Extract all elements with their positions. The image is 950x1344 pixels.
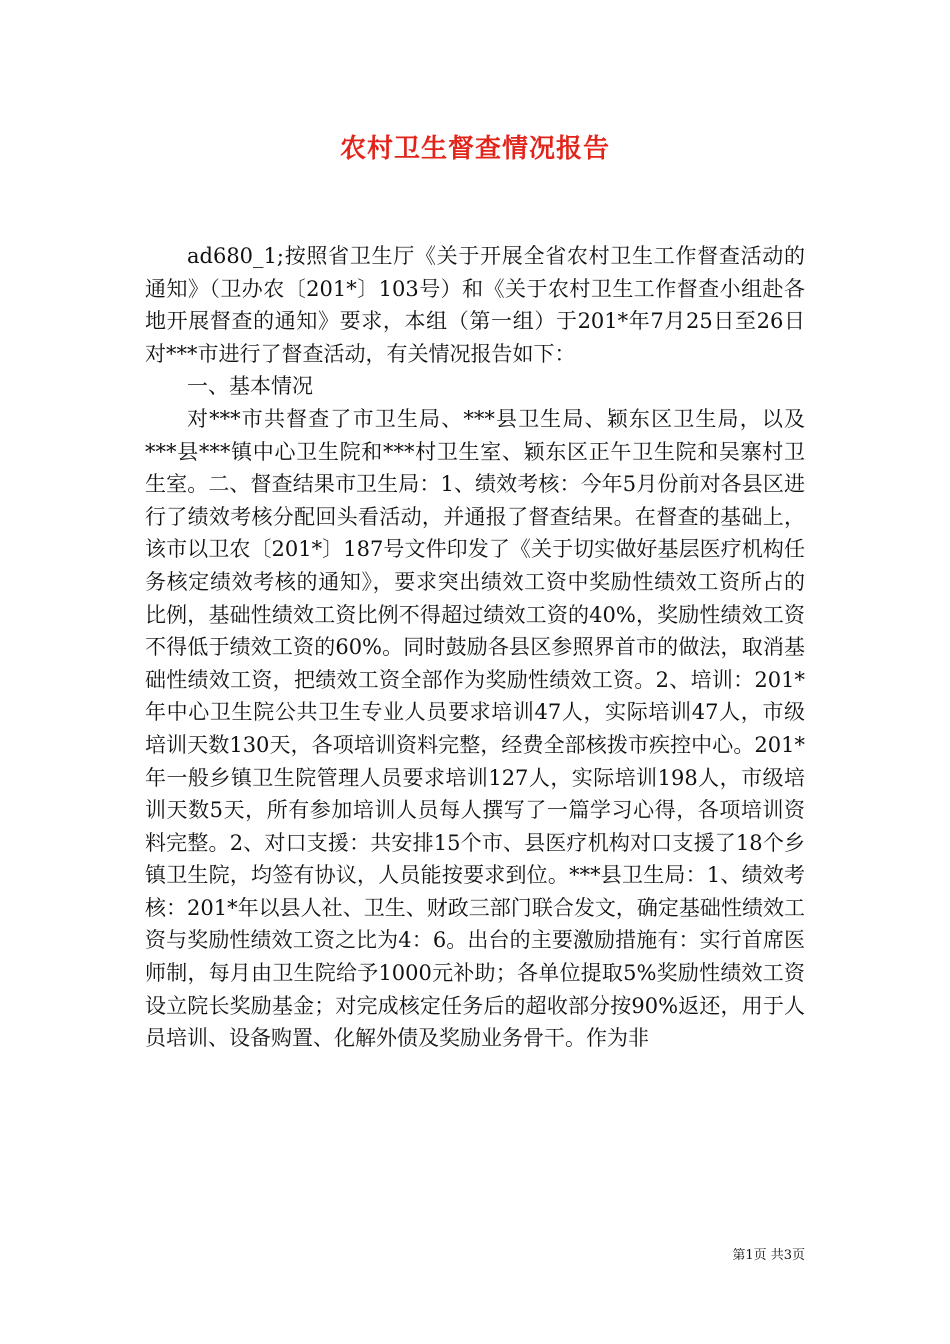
body-paragraph: 对***市共督查了市卫生局、***县卫生局、颖东区卫生局，以及***县***镇中心卫生院和***村卫生室、颖东区正午卫生院和吴寨村卫生室。二、督查结果市卫生局：1、绩效考核：今年5月份前对各县区进行了绩效考核分配回头看活动，并通报了督查结果。在督查的基础上，该市以卫农〔201*〕187号文件印发了《关于切实做好基层医疗机构任务核定绩效考核的通知》，要求突出绩效工资中奖励性绩效工资所占的比例，基础性绩效工资比例不得超过绩效工资的40%，奖励性绩效工资不得低于绩效工资的60%。同时鼓励各县区参照界首市的做法，取消基础性绩效工资，把绩效工资全部作为奖励性绩效工资。2、培训：201*年中心卫生院公共卫生专业人员要求培训47人，实际培训47人，市级培训天数130天，各项培训资料完整，经费全部核拨市疾控中心。201*年一般乡镇卫生院管理人员要求培训127人，实际培训198人，市级培训天数5天，所有参加培训人员每人撰写了一篇学习心得，各项培训资料完整。2、对口支援：共安排15个市、县医疗机构对口支援了18个乡镇卫生院，均签有协议，人员能按要求到位。***县卫生局：1、绩效考核：201*年以县人社、卫生、财政三部门联合发文，确定基础性绩效工资与奖励性绩效工资之比为4：6。出台的主要激励措施有：实行首席医师制，每月由卫生院给予1000元补助；各单位提取5%奖励性绩效工资设立院长奖励基金；对完成核定任务后的超收部分按90%返还，用于人员培训、设备购置、化解外债及奖励业务骨干。作为非: [145, 406, 805, 1051]
intro-paragraph: ad680_1;按照省卫生厅《关于开展全省农村卫生工作督查活动的通知》（卫办农〔201*〕103号）和《关于农村卫生工作督查小组赴各地开展督查的通知》要求，本组（第一组）于201*年7月25日至26日对***市进行了督查活动，有关情况报告如下：: [145, 244, 805, 366]
document-title: 农村卫生督查情况报告: [339, 134, 610, 164]
page-number: 第1页 共3页: [732, 1248, 805, 1263]
section-heading-basic-info: 一、基本情况: [187, 374, 313, 399]
document-body: [145, 240, 805, 1055]
